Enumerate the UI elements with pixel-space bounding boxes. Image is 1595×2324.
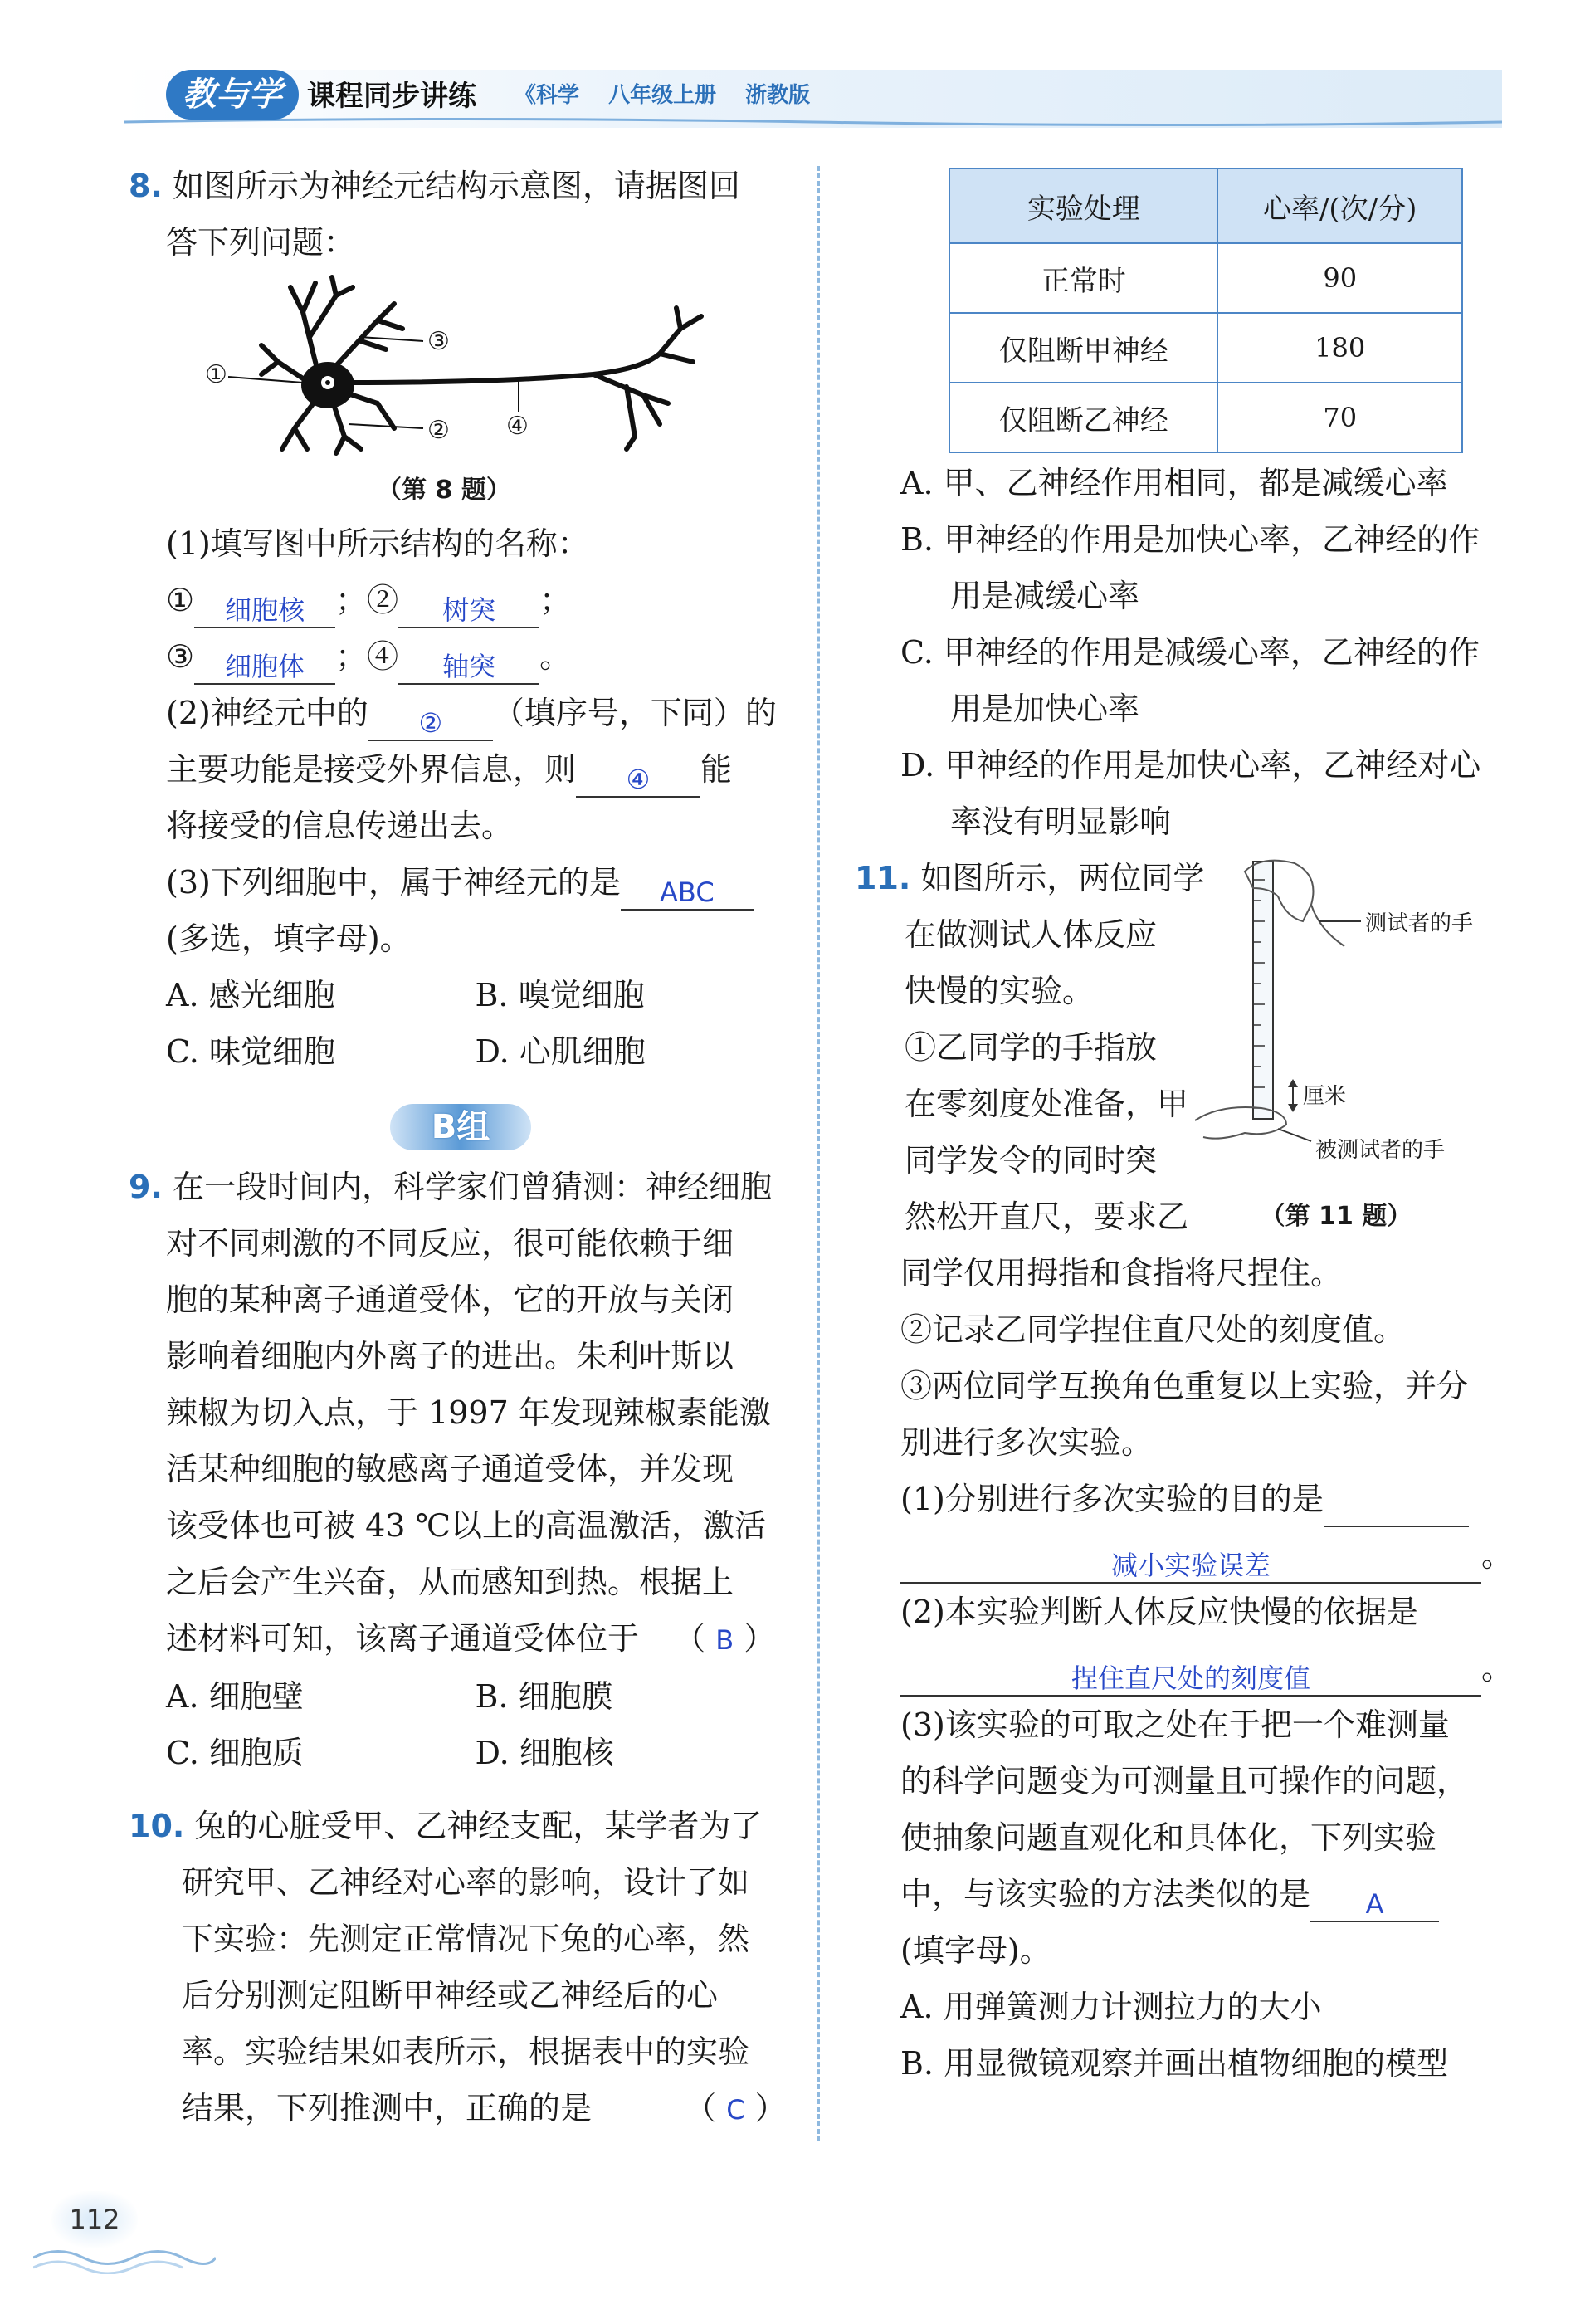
table-row	[949, 243, 1462, 313]
q9-options-row	[129, 1725, 784, 1781]
q8-caption: （第 8 题）	[377, 476, 511, 505]
q8-option-c[interactable]: C. 味觉细胞	[166, 1033, 335, 1070]
table-row	[949, 383, 1462, 452]
q11-part3-line: 的科学问题变为可测量且可操作的问题，	[900, 1763, 1469, 1799]
q11-option-a[interactable]: A. 用弹簧测力计测拉力的大小	[900, 1989, 1322, 2025]
q9-line: 辣椒为切入点，于 1997 年发现辣椒素能激	[166, 1394, 771, 1431]
q9-option-c[interactable]: C. 细胞质	[166, 1735, 304, 1771]
q8-blank-6[interactable]: ④	[576, 754, 700, 798]
q11-line: ①乙同学的手指放	[905, 1029, 1158, 1066]
q10-last-line: 结果，下列推测中，正确的是 （ C ）	[182, 2090, 787, 2126]
q9-line: 该受体也可被 43 ℃以上的高温激活，激活	[166, 1507, 767, 1544]
header-subject: 《科学	[515, 83, 580, 108]
q11-label-tester-hand: 测试者的手	[1365, 911, 1474, 936]
q11-part3-line: (3)该实验的可取之处在于把一个难测量	[900, 1706, 1450, 1743]
q11-blank-1[interactable]: 减小实验误差	[900, 1540, 1481, 1584]
q11-label-cm: 厘米	[1303, 1084, 1347, 1109]
q11-line: 然松开直尺，要求乙	[905, 1199, 1189, 1235]
q9-options-row	[129, 1668, 784, 1725]
table-cell: 正常时	[949, 243, 1217, 313]
header-grade: 八年级上册	[608, 83, 717, 108]
q11-blank-2[interactable]: 捏住直尺处的刻度值	[900, 1653, 1481, 1697]
q8-number: 8.	[129, 168, 163, 204]
q8-part2-line1: (2)神经元中的 ② （填序号，下同）的	[129, 685, 784, 741]
q11-text	[900, 1245, 1514, 2092]
q9-option-b[interactable]: B. 细胞膜	[475, 1678, 613, 1715]
q11-line: 在零刻度处准备，甲	[905, 1086, 1189, 1122]
q8-stem-line: 8. 如图所示为神经元结构示意图，请据图回	[129, 168, 740, 204]
q10-option-b-cont: 用是减缓心率	[950, 578, 1140, 614]
neuron-label-3: ③	[427, 327, 450, 356]
q11-caption: （第 11 题）	[1260, 1202, 1412, 1231]
group-b-badge: B组	[390, 1104, 531, 1150]
q10-line: 10. 兔的心脏受甲、乙神经支配，某学者为了	[129, 1808, 763, 1844]
q9-number: 9.	[129, 1169, 163, 1205]
q11-part1-answer-line: 减小实验误差 。	[900, 1527, 1510, 1584]
header-logo: 教与学	[166, 70, 299, 120]
q10-line: 率。实验结果如表所示，根据表中的实验	[182, 2034, 750, 2070]
q8-part1-line2: ③ 细胞体 ；④ 轴突 。	[129, 628, 784, 685]
column-divider	[817, 166, 820, 2141]
header-wave-decoration	[124, 116, 1502, 128]
table-header-cell: 心率/(次/分)	[1217, 168, 1462, 243]
q11-line: 11. 如图所示，两位同学	[855, 860, 1205, 896]
q11-line: 别进行多次实验。	[900, 1424, 1154, 1461]
q11-option-b[interactable]: B. 用显微镜观察并画出植物细胞的模型	[900, 2045, 1449, 2082]
q8-blank-5[interactable]: ②	[368, 698, 493, 741]
q11-line: ③两位同学互换角色重复以上实验，并分	[900, 1368, 1469, 1404]
q8-option-a[interactable]: A. 感光细胞	[166, 977, 335, 1013]
q11-label-subject-hand: 被测试者的手	[1315, 1138, 1446, 1163]
q10-answer-bracket[interactable]: （ C ）	[685, 2090, 787, 2126]
q11-part2-answer-line: 捏住直尺处的刻度值 。	[900, 1640, 1510, 1697]
q9-line: 9. 在一段时间内，科学家们曾猜测：神经细胞	[129, 1169, 772, 1205]
q11-part3-tail: (填字母)。	[900, 1932, 1051, 1969]
q11-ruler-figure	[1195, 855, 1510, 1179]
q8-blank-4[interactable]: 轴突	[398, 642, 539, 685]
q11-line: 在做测试人体反应	[905, 916, 1158, 953]
footer-wave-decoration	[33, 2241, 216, 2274]
q10-block	[129, 1798, 787, 2138]
q8-option-d[interactable]: D. 心肌细胞	[475, 1033, 646, 1070]
q10-number: 10.	[129, 1808, 185, 1844]
q11-part2: (2)本实验判断人体反应快慢的依据是	[900, 1594, 1418, 1630]
table-cell: 180	[1217, 313, 1462, 383]
header-title: 课程同步讲练	[307, 80, 476, 113]
q8-blank-7[interactable]: ABC	[621, 867, 754, 911]
q11-line: 同学发令的同时突	[905, 1142, 1158, 1179]
q8-part3-line1: (3)下列细胞中，属于神经元的是 ABC	[129, 854, 784, 911]
table-header-row	[949, 168, 1462, 243]
q10-option-c[interactable]: C. 甲神经的作用是减缓心率，乙神经的作	[900, 634, 1480, 671]
q11-blank-1a[interactable]	[1324, 1484, 1469, 1527]
table-cell: 仅阻断甲神经	[949, 313, 1217, 383]
neuron-label-1: ①	[205, 360, 227, 389]
q10-option-c-cont: 用是加快心率	[950, 691, 1140, 727]
q10-line: 研究甲、乙神经对心率的影响，设计了如	[182, 1864, 750, 1901]
q9-line: 影响着细胞内外离子的进出。朱利叶斯以	[166, 1338, 734, 1374]
q8-part2-line2: 主要功能是接受外界信息，则 ④ 能	[129, 741, 784, 798]
q9-line: 胞的某种离子通道受体，它的开放与关闭	[166, 1282, 734, 1318]
q10-options	[900, 455, 1510, 850]
table-header-cell: 实验处理	[949, 168, 1217, 243]
q9-block	[129, 1159, 784, 1781]
q11-line: 快慢的实验。	[905, 973, 1095, 1009]
q8-blank-3[interactable]: 细胞体	[194, 642, 335, 685]
q9-line: 活某种细胞的敏感离子通道受体，并发现	[166, 1451, 734, 1487]
q10-result-table	[949, 168, 1463, 453]
left-column	[129, 158, 784, 1080]
q11-line: ②记录乙同学捏住直尺处的刻度值。	[900, 1311, 1406, 1348]
q10-line: 后分别测定阻断甲神经或乙神经后的心	[182, 1977, 719, 2014]
q8-blank-2[interactable]: 树突	[398, 585, 539, 628]
q8-options-row	[129, 1023, 784, 1080]
table-row	[949, 313, 1462, 383]
q10-line: 下实验：先测定正常情况下兔的心率，然	[182, 1921, 750, 1957]
neuron-label-2: ②	[427, 416, 450, 445]
q9-line: 对不同刺激的不同反应，很可能依赖于细	[166, 1225, 734, 1262]
q11-narrow-text	[855, 850, 1220, 1245]
header-edition: 浙教版	[745, 83, 811, 108]
q8-part3-line2: (多选，填字母)。	[166, 920, 412, 957]
q10-option-d[interactable]: D. 甲神经的作用是加快心率，乙神经对心	[900, 747, 1481, 784]
q8-stem-line: 答下列问题：	[166, 224, 356, 261]
q11-part3-last: 中，与该实验的方法类似的是 A	[900, 1866, 1510, 1922]
q9-line: 之后会产生兴奋，从而感知到热。根据上	[166, 1564, 734, 1600]
q11-part3-line: 使抽象问题直观化和具体化，下列实验	[900, 1819, 1437, 1856]
q11-blank-3[interactable]: A	[1310, 1879, 1439, 1922]
q8-options-row	[129, 967, 784, 1023]
q9-option-a[interactable]: A. 细胞壁	[166, 1678, 304, 1715]
q10-option-d-cont: 率没有明显影响	[950, 803, 1172, 840]
q8-part1-line1: ① 细胞核 ；② 树突 ；	[129, 572, 784, 628]
q9-answer-bracket[interactable]: （ B ）	[674, 1620, 776, 1657]
q8-blank-1[interactable]: 细胞核	[194, 585, 335, 628]
neuron-label-4: ④	[506, 412, 529, 441]
q11-part1: (1)分别进行多次实验的目的是	[900, 1471, 1510, 1527]
q11-number: 11.	[855, 860, 911, 896]
q8-part2-line3: 将接受的信息传递出去。	[166, 808, 514, 844]
ruler-diagram	[1195, 855, 1510, 1179]
header-subtitle	[515, 78, 832, 109]
q8-neuron-figure	[129, 271, 784, 457]
table-cell: 90	[1217, 243, 1462, 313]
table-cell: 70	[1217, 383, 1462, 452]
q9-option-d[interactable]: D. 细胞核	[475, 1735, 614, 1771]
q10-option-b[interactable]: B. 甲神经的作用是加快心率，乙神经的作	[900, 521, 1480, 558]
q11-line: 同学仅用拇指和食指将尺捏住。	[900, 1255, 1343, 1291]
q8-option-b[interactable]: B. 嗅觉细胞	[475, 977, 645, 1013]
table-cell: 仅阻断乙神经	[949, 383, 1217, 452]
q10-option-a[interactable]: A. 甲、乙神经作用相同，都是减缓心率	[900, 465, 1448, 501]
q8-part1-intro: (1)填写图中所示结构的名称：	[166, 525, 589, 562]
page-number: 112	[51, 2191, 138, 2248]
q9-last-line: 述材料可知，该离子通道受体位于 （ B ）	[166, 1620, 776, 1657]
